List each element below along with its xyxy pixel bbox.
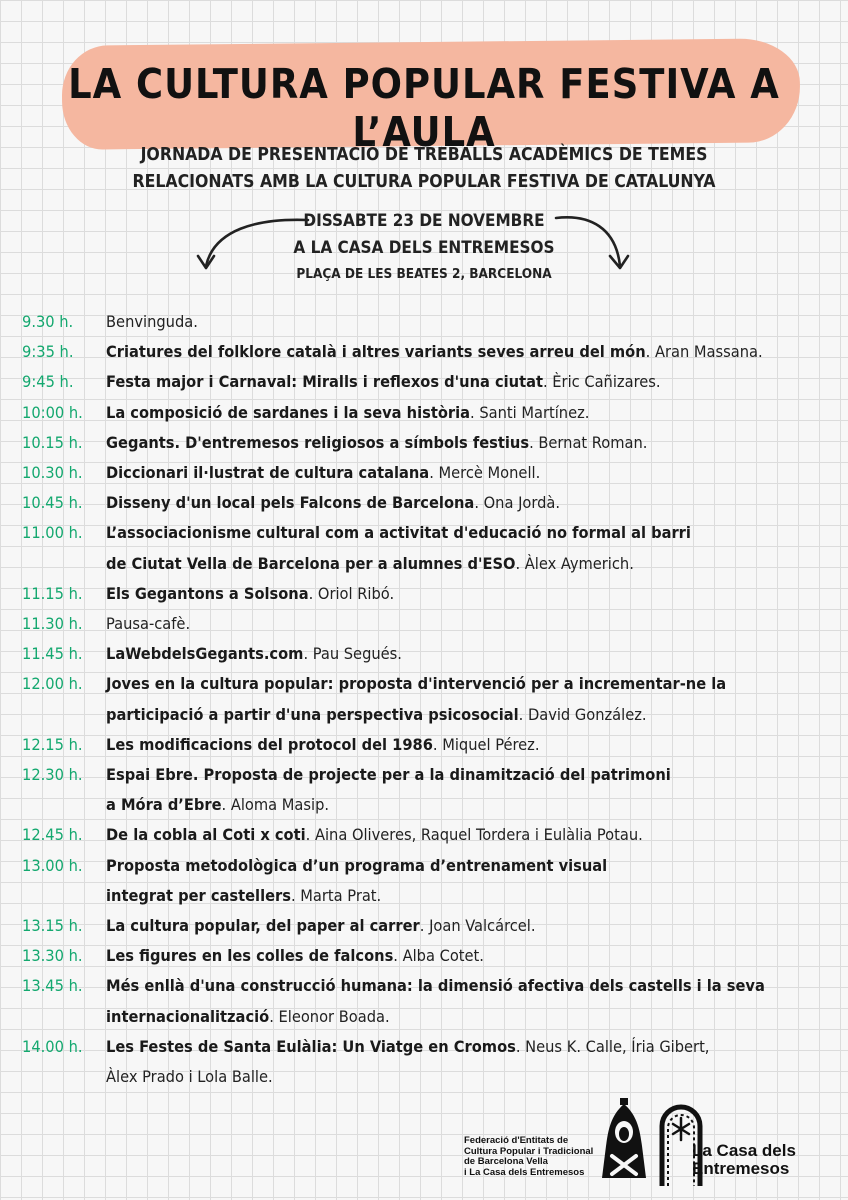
event-venue: A LA CASA DELS ENTREMESOS bbox=[293, 238, 555, 258]
la-casa-name bbox=[692, 1142, 796, 1178]
schedule-row bbox=[22, 820, 842, 850]
talk-author: . Aina Oliveres, Raquel Tordera i Eulàlia Potau. bbox=[305, 825, 643, 845]
talk-title: La cultura popular, del paper al carrer bbox=[106, 916, 420, 936]
talk-author: . Neus K. Calle, Íria Gibert, bbox=[515, 1036, 710, 1056]
schedule-time: 13.00 h. bbox=[22, 855, 83, 875]
federation-bell-logo-icon bbox=[596, 1098, 652, 1188]
schedule-list bbox=[22, 307, 842, 1092]
schedule-text bbox=[106, 911, 842, 941]
schedule-row bbox=[22, 911, 842, 941]
talk-title: Proposta metodològica d’un programa d’entrenament visual bbox=[106, 855, 608, 875]
talk-title: Les modificacions del protocol del 1986 bbox=[106, 734, 433, 754]
schedule-text bbox=[106, 518, 842, 548]
federation-name bbox=[464, 1136, 600, 1178]
talk-title: Més enllà d'una construcció humana: la dimensió afectiva dels castells i la seva bbox=[106, 976, 765, 996]
subtitle-line-2: RELACIONATS AMB LA CULTURA POPULAR FESTIVA DE CATALUNYA bbox=[132, 172, 716, 192]
talk-author: . Aran Massana. bbox=[645, 342, 763, 362]
schedule-time: 9:35 h. bbox=[22, 342, 74, 362]
schedule-text bbox=[106, 941, 842, 971]
schedule-text bbox=[106, 820, 842, 850]
talk-title: Gegants. D'entremesos religiosos a símbols festius bbox=[106, 432, 530, 452]
schedule-time: 11.15 h. bbox=[22, 583, 83, 603]
schedule-text bbox=[106, 398, 842, 428]
schedule-text bbox=[106, 1032, 842, 1062]
talk-title: L’associacionisme cultural com a activitat d'educació no formal al barri bbox=[106, 523, 691, 543]
schedule-row bbox=[22, 549, 842, 579]
talk-title: Joves en la cultura popular: proposta d'intervenció per a incrementar-ne la bbox=[106, 674, 727, 694]
schedule-text bbox=[106, 639, 842, 669]
talk-title: De la cobla al Coti x coti bbox=[106, 825, 306, 845]
schedule-text bbox=[106, 367, 842, 397]
schedule-row bbox=[22, 428, 842, 458]
schedule-text bbox=[106, 579, 842, 609]
page-title: LA CULTURA POPULAR FESTIVA A L’AULA bbox=[68, 60, 780, 156]
schedule-row bbox=[22, 1002, 842, 1032]
talk-title: Criatures del folklore català i altres variants seves arreu del món bbox=[106, 342, 646, 362]
talk-author: . Àlex Aymerich. bbox=[515, 553, 634, 573]
talk-title: Les Festes de Santa Eulàlia: Un Viatge en Cromos bbox=[106, 1036, 516, 1056]
schedule-time-spacer bbox=[22, 790, 106, 820]
schedule-time: 13.45 h. bbox=[22, 976, 83, 996]
talk-author: . Marta Prat. bbox=[290, 885, 382, 905]
talk-title: LaWebdelsGegants.com bbox=[106, 644, 304, 664]
schedule-time-spacer bbox=[22, 1062, 106, 1092]
schedule-row bbox=[22, 851, 842, 881]
schedule-time: 9:45 h. bbox=[22, 372, 74, 392]
schedule-text bbox=[106, 307, 842, 337]
schedule-text bbox=[106, 549, 842, 579]
federation-line: Federació d'Entitats de bbox=[464, 1135, 569, 1146]
schedule-text bbox=[106, 428, 842, 458]
schedule-row bbox=[22, 488, 842, 518]
schedule-time: 10.15 h. bbox=[22, 432, 83, 452]
schedule-time: 12.30 h. bbox=[22, 765, 83, 785]
talk-author: . Joan Valcárcel. bbox=[419, 916, 536, 936]
talk-author: . Alba Cotet. bbox=[393, 946, 484, 966]
schedule-text bbox=[106, 609, 842, 639]
schedule-text bbox=[106, 700, 842, 730]
event-address: PLAÇA DE LES BEATES 2, BARCELONA bbox=[296, 266, 552, 282]
schedule-row bbox=[22, 971, 842, 1001]
event-details bbox=[0, 208, 848, 286]
talk-author: . Ona Jordà. bbox=[474, 493, 561, 513]
schedule-text bbox=[106, 760, 842, 790]
talk-author: . David González. bbox=[518, 704, 647, 724]
talk-author: . Pau Segués. bbox=[303, 644, 402, 664]
talk-author: Benvinguda. bbox=[106, 312, 198, 331]
talk-title: internacionalització bbox=[106, 1006, 270, 1026]
talk-title: a Móra d’Ebre bbox=[106, 795, 222, 815]
schedule-row bbox=[22, 337, 842, 367]
schedule-time: 10.30 h. bbox=[22, 463, 83, 483]
schedule-row bbox=[22, 518, 842, 548]
talk-author: . Èric Cañizares. bbox=[543, 372, 661, 392]
schedule-time: 10.45 h. bbox=[22, 493, 83, 513]
schedule-time: 12.15 h. bbox=[22, 734, 83, 754]
talk-author: . Oriol Ribó. bbox=[308, 583, 395, 603]
schedule-text bbox=[106, 337, 842, 367]
talk-title: Els Gegantons a Solsona bbox=[106, 583, 309, 603]
talk-author: . Santi Martínez. bbox=[470, 402, 590, 422]
schedule-time: 11.45 h. bbox=[22, 644, 83, 664]
subtitle-line-1: JORNADA DE PRESENTACIÓ DE TREBALLS ACADÈMICS DE TEMES bbox=[140, 145, 708, 165]
schedule-row bbox=[22, 367, 842, 397]
federation-line: de Barcelona Vella bbox=[464, 1156, 548, 1167]
talk-author: Àlex Prado i Lola Balle. bbox=[106, 1067, 273, 1087]
schedule-time-spacer bbox=[22, 1002, 106, 1032]
schedule-text bbox=[106, 881, 842, 911]
schedule-row bbox=[22, 760, 842, 790]
schedule-row bbox=[22, 458, 842, 488]
schedule-row bbox=[22, 609, 842, 639]
talk-title: Diccionari il·lustrat de cultura catalana bbox=[106, 463, 430, 483]
talk-author: . Bernat Roman. bbox=[529, 432, 648, 452]
curved-arrow-right-icon bbox=[550, 212, 634, 274]
federation-line: i La Casa dels Entremesos bbox=[464, 1166, 585, 1178]
schedule-text bbox=[106, 1062, 842, 1092]
schedule-text bbox=[106, 488, 842, 518]
talk-author: . Eleonor Boada. bbox=[269, 1006, 390, 1026]
talk-title: Espai Ebre. Proposta de projecte per a la dinamització del patrimoni bbox=[106, 765, 671, 785]
la-casa-line-1: La Casa dels bbox=[692, 1141, 796, 1160]
schedule-row bbox=[22, 941, 842, 971]
schedule-time-spacer bbox=[22, 549, 106, 579]
schedule-row bbox=[22, 1062, 842, 1092]
talk-author: . Mercè Monell. bbox=[429, 463, 541, 483]
talk-author: . Miquel Pérez. bbox=[432, 734, 540, 754]
talk-title: Festa major i Carnaval: Miralls i reflexos d'una ciutat bbox=[106, 372, 543, 392]
schedule-text bbox=[106, 730, 842, 760]
schedule-row bbox=[22, 790, 842, 820]
schedule-time-spacer bbox=[22, 700, 106, 730]
la-casa-line-2: Entremesos bbox=[692, 1159, 790, 1178]
schedule-text bbox=[106, 851, 842, 881]
event-date: DISSABTE 23 DE NOVEMBRE bbox=[303, 211, 545, 231]
talk-title: participació a partir d'una perspectiva psicosocial bbox=[106, 704, 519, 724]
schedule-row bbox=[22, 700, 842, 730]
schedule-time: 12.45 h. bbox=[22, 825, 83, 845]
talk-title: Les figures en les colles de falcons bbox=[106, 946, 394, 966]
schedule-time: 14.00 h. bbox=[22, 1036, 83, 1056]
schedule-row bbox=[22, 730, 842, 760]
talk-author: Pausa-cafè. bbox=[106, 614, 191, 634]
schedule-row bbox=[22, 1032, 842, 1062]
schedule-time: 11.30 h. bbox=[22, 614, 83, 634]
subtitle bbox=[0, 142, 848, 196]
schedule-time: 11.00 h. bbox=[22, 523, 83, 543]
schedule-row bbox=[22, 307, 842, 337]
schedule-text bbox=[106, 1002, 842, 1032]
talk-title: de Ciutat Vella de Barcelona per a alumnes d'ESO bbox=[106, 553, 516, 573]
schedule-row bbox=[22, 579, 842, 609]
talk-title: Disseny d'un local pels Falcons de Barcelona bbox=[106, 493, 475, 513]
schedule-text bbox=[106, 790, 842, 820]
curved-arrow-left-icon bbox=[196, 214, 316, 276]
talk-title: La composició de sardanes i la seva història bbox=[106, 402, 471, 422]
schedule-time-spacer bbox=[22, 881, 106, 911]
schedule-text bbox=[106, 669, 842, 699]
schedule-text bbox=[106, 458, 842, 488]
schedule-row bbox=[22, 639, 842, 669]
schedule-time: 10:00 h. bbox=[22, 402, 83, 422]
schedule-row bbox=[22, 669, 842, 699]
talk-title: integrat per castellers bbox=[106, 885, 291, 905]
footer-logos bbox=[464, 1092, 834, 1192]
schedule-row bbox=[22, 881, 842, 911]
schedule-time: 9.30 h. bbox=[22, 312, 74, 331]
federation-line: Cultura Popular i Tradicional bbox=[464, 1145, 594, 1157]
schedule-time: 13.15 h. bbox=[22, 916, 83, 936]
schedule-row bbox=[22, 398, 842, 428]
schedule-time: 12.00 h. bbox=[22, 674, 83, 694]
schedule-text bbox=[106, 971, 842, 1001]
talk-author: . Aloma Masip. bbox=[221, 795, 330, 815]
schedule-time: 13.30 h. bbox=[22, 946, 83, 966]
